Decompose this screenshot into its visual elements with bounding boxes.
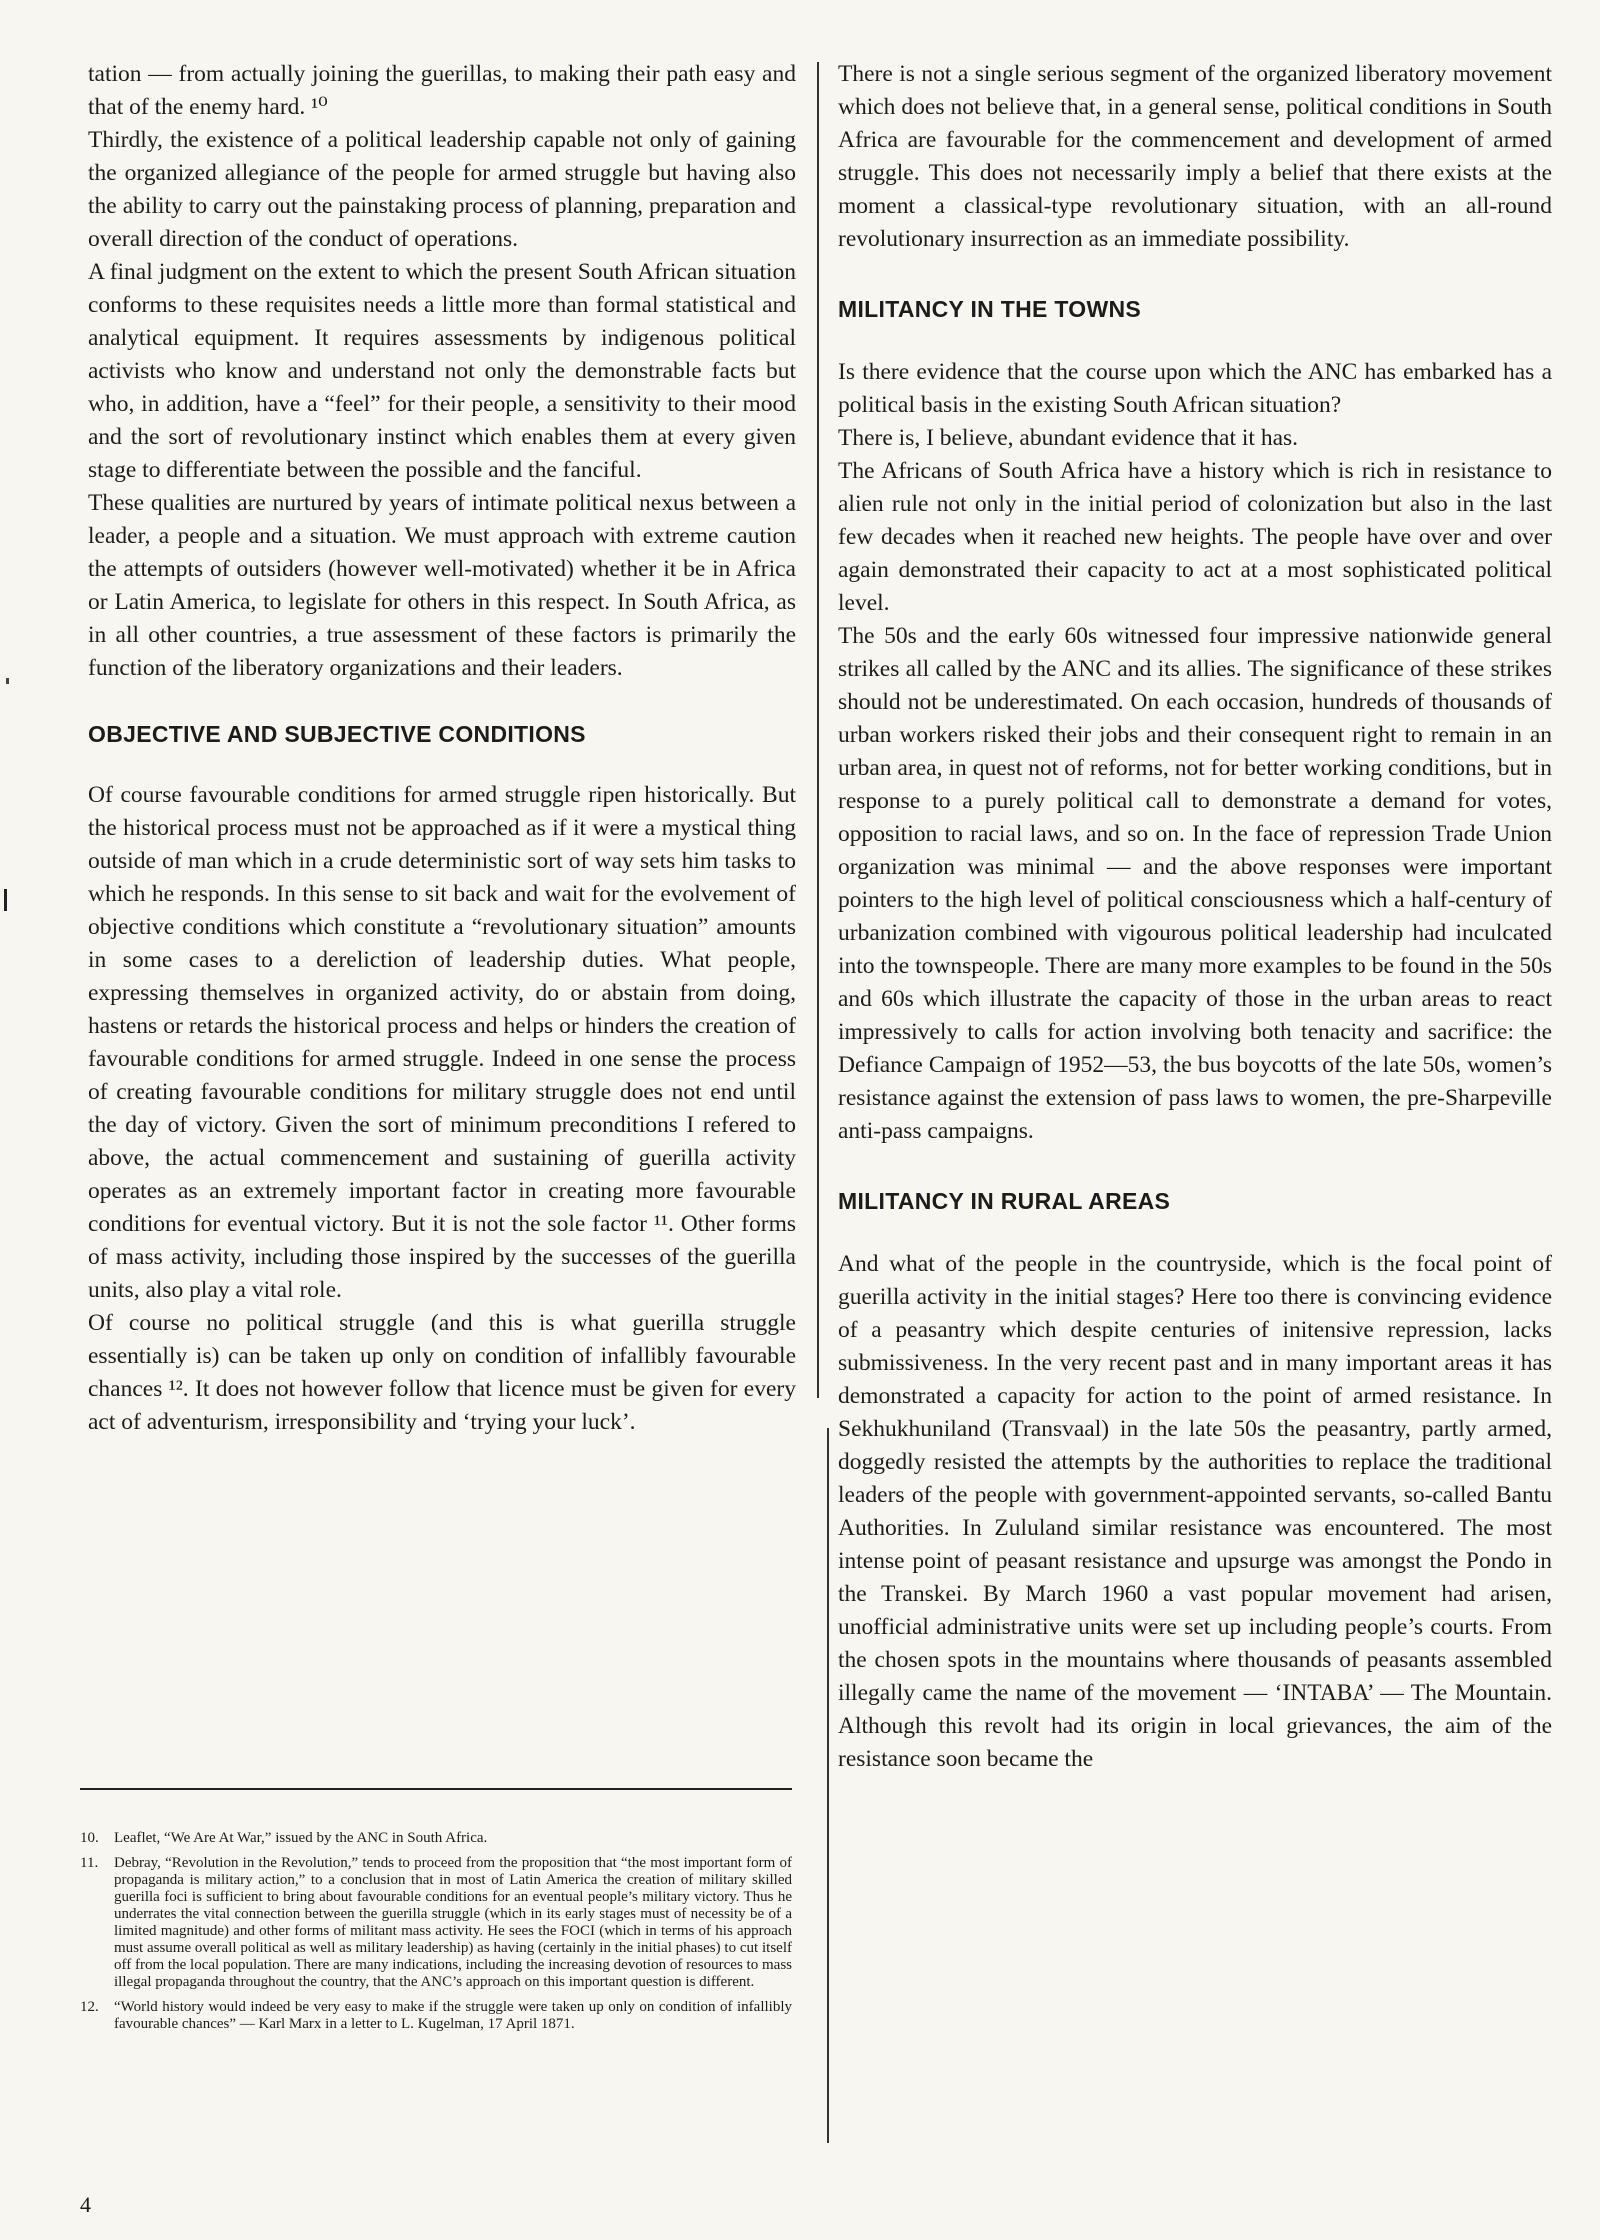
column-divider xyxy=(827,1428,829,2143)
paragraph: A final judgment on the extent to which the present South African situation conforms to these requisites needs a little more than formal statistical and analytical equipment. It requires assessments by indigenous political activists who know and understand not only the demonstrable facts but who, in addition, have a “feel” for their people, a sensitivity to their mood and the sort of revolutionary instinct which enables them at every given stage to differentiate between the possible and the fanciful. xyxy=(88,259,796,483)
footnote xyxy=(80,1855,792,1991)
paragraph: Of course no political struggle (and this is what guerilla struggle essentially is) can be taken up only on condition of infallibly favourable chances ¹². It does not however follow that licence must be given for every act of adventurism, irresponsibility and ‘trying your luck’. xyxy=(88,1310,796,1435)
paragraph: There is, I believe, abundant evidence that it has. xyxy=(838,425,1299,451)
footnote-text: “World history would indeed be very easy to make if the struggle were taken up only on condition of infallibly favourable chances” — Karl Marx in a letter to L. Kugelman, 17 April 1871. xyxy=(114,1999,792,2032)
page-number: 4 xyxy=(80,2192,91,2217)
footnote-rule xyxy=(80,1788,792,1790)
paragraph: Is there evidence that the course upon which the ANC has embarked has a political basis in the existing South African situation? xyxy=(838,359,1552,418)
left-column xyxy=(88,58,796,1439)
footnote-number: 11. xyxy=(80,1855,99,1871)
column-divider xyxy=(817,62,819,1398)
footnote-text: Debray, “Revolution in the Revolution,” tends to proceed from the proposition that “the most important form of propaganda is military action,” to a conclusion that in most of Latin America the creation of military skilled guerilla foci is sufficient to bring about favourable conditions for an eventual people’s military victory. Thus he underrates the vital connection between the guerilla struggle (which in its early stages must of necessity be of a limited magnitude) and other forms of militant mass activity. He sees the FOCI (which in terms of his approach must assume overall political as well as military leadership) as having (certainly in the initial phases) to cut itself off from the local population. There are many indications, including the increasing devotion of resources to mass illegal propaganda throughout the country, that the ANC’s approach on this important question is different. xyxy=(114,1855,792,1990)
paragraph: And what of the people in the countryside, which is the focal point of guerilla activity in the initial stages? Here too there is convincing evidence of a peasantry which despite centuries of initensive repression, lacks submissiveness. In the very recent past and in many important areas it has demonstrated a capacity for action to the point of armed resistance. In Sekhukhuniland (Transvaal) in the late 50s the peasantry, partly armed, doggedly resisted the attempts by the authorities to replace the traditional leaders of the people with government-appointed servants, so-called Bantu Authorities. In Zululand similar resistance was encountered. The most intense point of peasant resistance and upsurge was amongst the Pondo in the Transkei. By March 1960 a vast popular movement had arisen, unofficial administrative units were set up including people’s courts. From the chosen spots in the mountains where thousands of peasants assembled illegally came the name of the movement — ‘INTABA’ — The Mountain. Although this revolt had its origin in local grievances, the aim of the resistance soon became the xyxy=(838,1251,1552,1772)
footnote xyxy=(80,1830,792,1847)
footnotes xyxy=(80,1830,792,2041)
section-heading: MILITANCY IN RURAL AREAS xyxy=(838,1188,1171,1214)
scan-mark xyxy=(6,678,9,684)
footnote-text: Leaflet, “We Are At War,” issued by the ANC in South Africa. xyxy=(114,1830,488,1846)
paragraph: The Africans of South Africa have a history which is rich in resistance to alien rule not only in the initial period of colonization but also in the last few decades when it reached new heights. The people have over and over again demonstrated their capacity to act at a most sophisticated political level. xyxy=(838,458,1552,616)
scan-mark xyxy=(4,889,7,911)
section-heading: MILITANCY IN THE TOWNS xyxy=(838,296,1142,322)
paragraph: There is not a single serious segment of the organized liberatory movement which does not believe that, in a general sense, political conditions in South Africa are favourable for the commencement and development of armed struggle. This does not necessarily imply a belief that there exists at the moment a classical-type revolutionary situation, with an all-round revolutionary insurrection as an immediate possibility. xyxy=(838,61,1552,252)
paragraph: These qualities are nurtured by years of intimate political nexus between a leader, a people and a situation. We must approach with extreme caution the attempts of outsiders (however well-motivated) whether it be in Africa or Latin America, to legislate for others in this respect. In South Africa, as in all other countries, a true assessment of these factors is primarily the function of the liberatory organizations and their leaders. xyxy=(88,490,796,681)
paragraph: The 50s and the early 60s witnessed four impressive nationwide general strikes all called by the ANC and its allies. The significance of these strikes should not be underestimated. On each occasion, hundreds of thousands of urban workers risked their jobs and their consequent right to remain in an urban area, in quest not of reforms, not for better working conditions, but in response to a purely political call to demonstrate a demand for votes, opposition to racial laws, and so on. In the face of repression Trade Union organization was minimal — and the above responses were important pointers to the high level of political consciousness which a half-century of urbanization combined with vigourous political leadership had inculcated into the townspeople. There are many more examples to be found in the 50s and 60s which illustrate the capacity of those in the urban areas to react impressively to calls for action involving both tenacity and sacrifice: the Defiance Campaign of 1952—53, the bus boycotts of the late 50s, women’s resistance against the extension of pass laws to women, the pre-Sharpeville anti-pass campaigns. xyxy=(838,623,1552,1144)
footnote-number: 12. xyxy=(80,1999,99,2015)
footnote xyxy=(80,1999,792,2033)
footnote-number: 10. xyxy=(80,1830,99,1846)
paragraph: Thirdly, the existence of a political leadership capable not only of gaining the organized allegiance of the people for armed struggle but having also the ability to carry out the painstaking process of planning, preparation and overall direction of the conduct of operations. xyxy=(88,127,796,252)
right-column xyxy=(838,58,1552,1776)
paragraph: Of course favourable conditions for armed struggle ripen historically. But the historical process must not be approached as if it were a mystical thing outside of man which in a crude deterministic sort of way sets him tasks to which he responds. In this sense to sit back and wait for the evolvement of objective conditions which constitute a “revolutionary situation” amounts in some cases to a dereliction of leadership duties. What people, expressing themselves in organized activity, do or abstain from doing, hastens or retards the historical process and helps or hinders the creation of favourable conditions for armed struggle. Indeed in one sense the process of creating favourable conditions for military struggle does not end until the day of victory. Given the sort of minimum preconditions I refered to above, the actual commencement and sustaining of guerilla activity operates as an extremely important factor in creating more favourable conditions for eventual victory. But it is not the sole factor ¹¹. Other forms of mass activity, including those inspired by the successes of the guerilla units, also play a vital role. xyxy=(88,782,796,1303)
section-heading: OBJECTIVE AND SUBJECTIVE CONDITIONS xyxy=(88,721,586,747)
paragraph: tation — from actually joining the guerillas, to making their path easy and that of the enemy hard. ¹⁰ xyxy=(88,61,796,120)
